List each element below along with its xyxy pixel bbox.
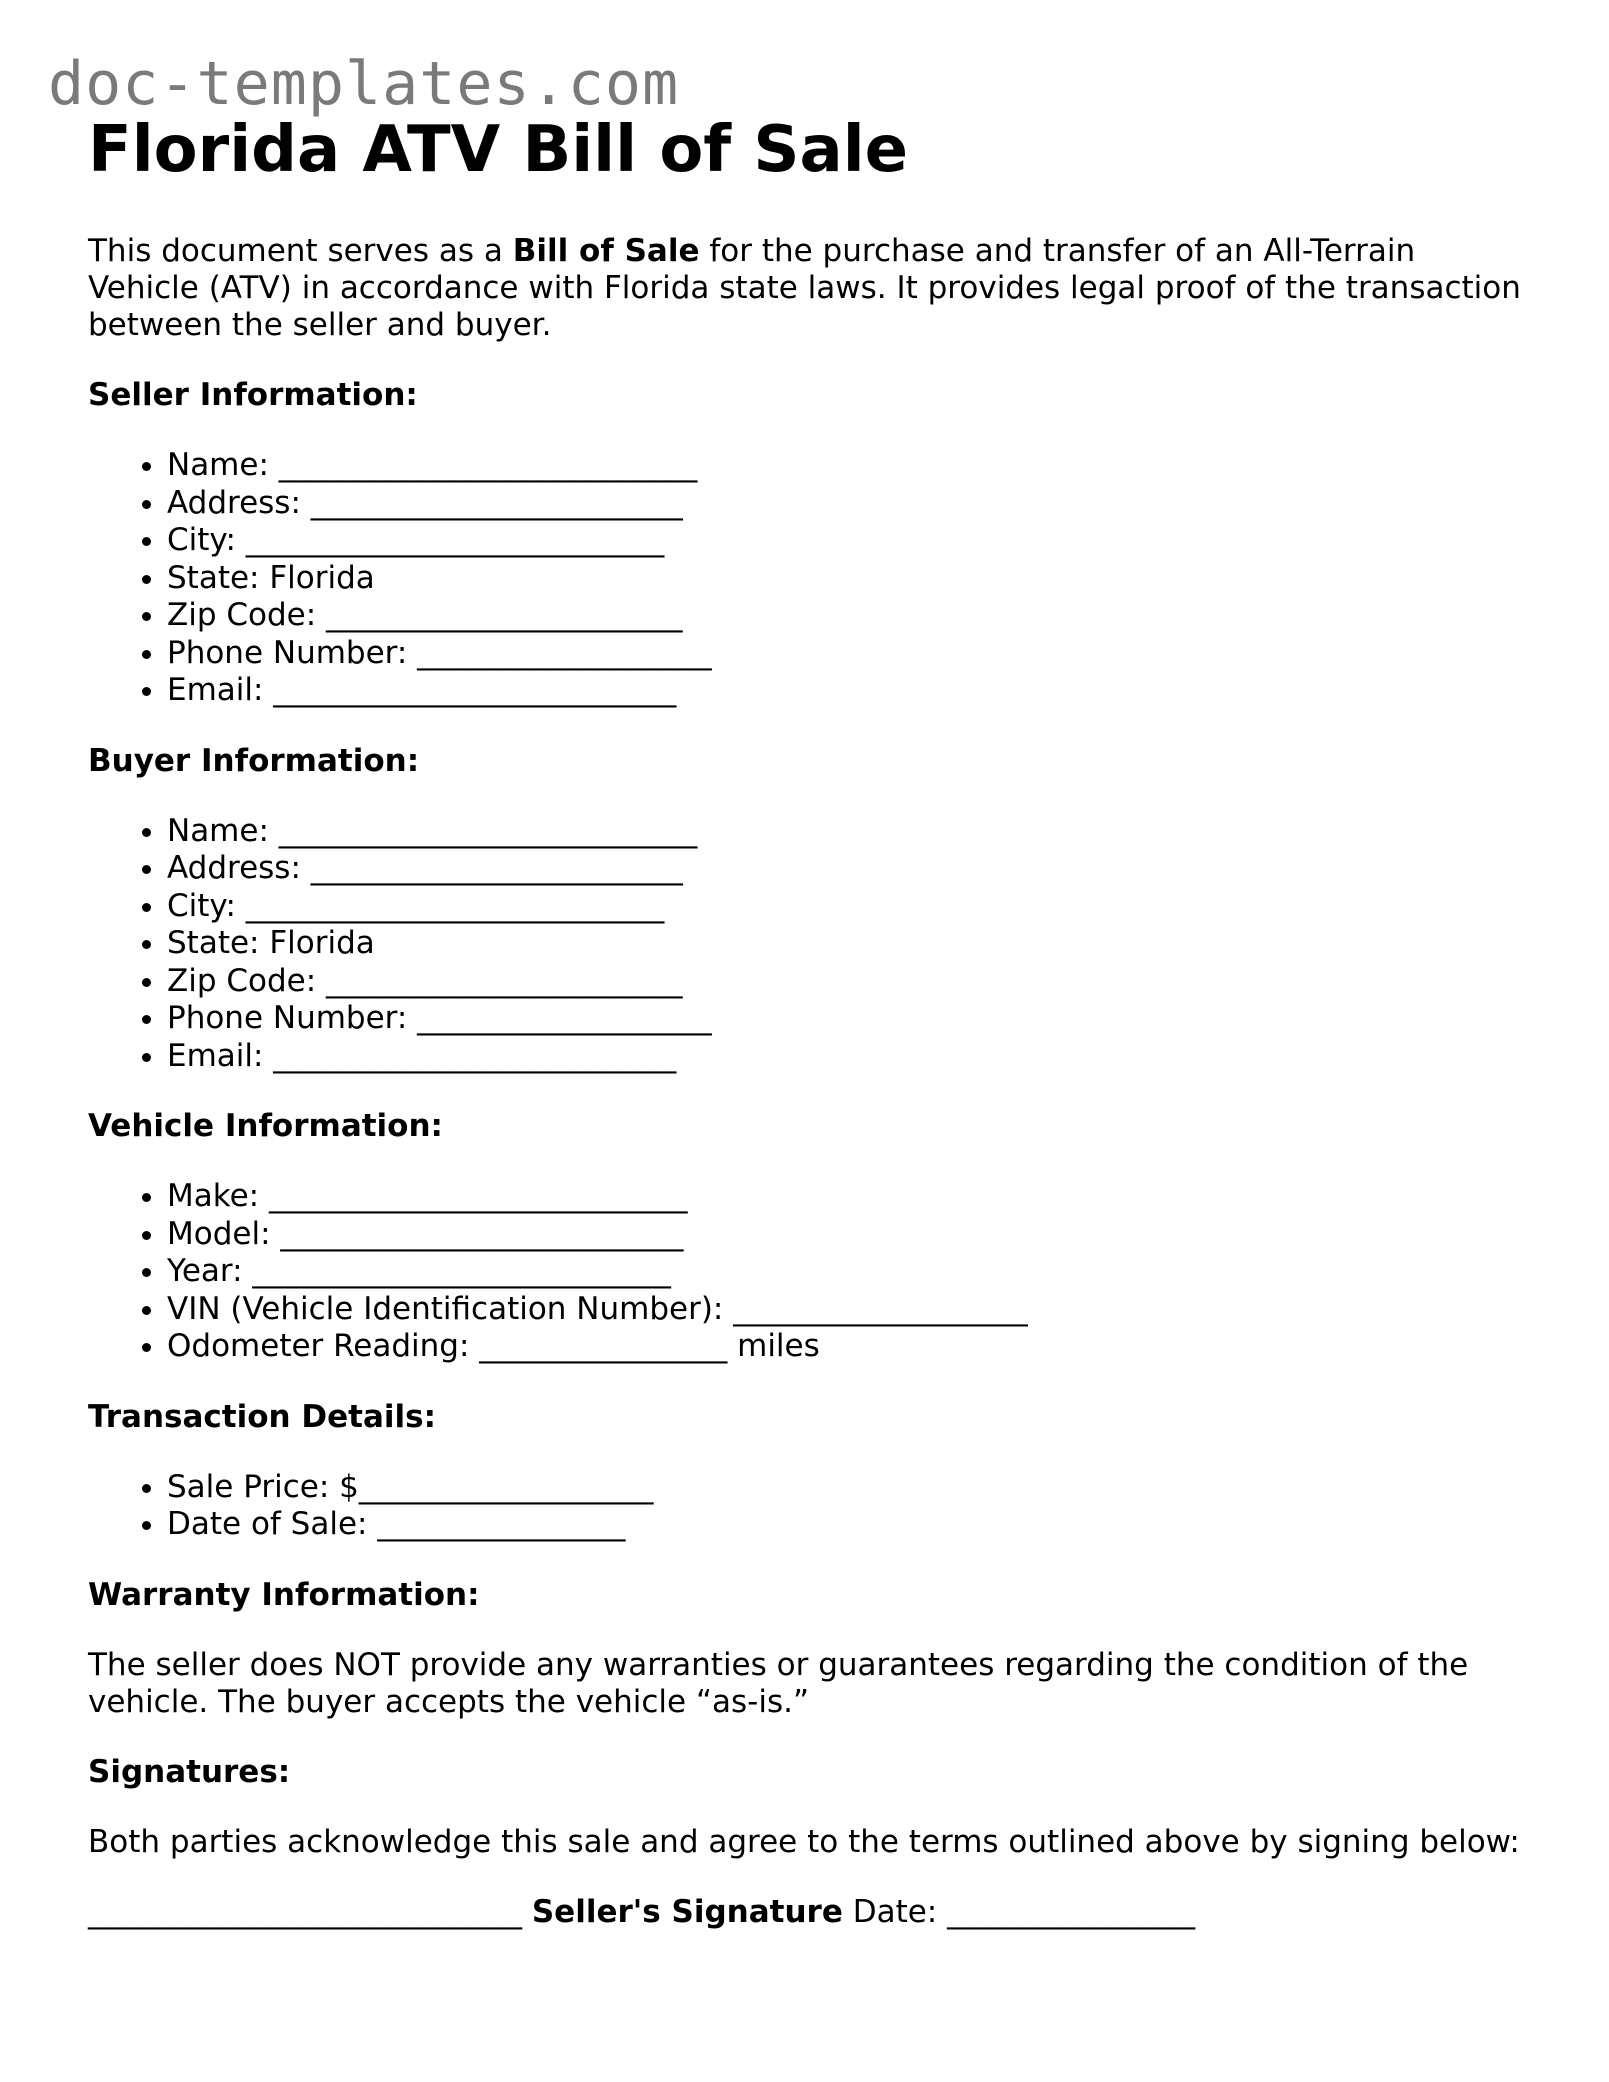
seller-name: • Name: ___________________________ xyxy=(167,447,1528,485)
intro-text-before: This document serves as a xyxy=(88,233,513,269)
document-body xyxy=(88,110,1528,1931)
transaction-heading: Transaction Details: xyxy=(88,1398,436,1435)
seller-address: • Address: ________________________ xyxy=(167,485,1528,523)
signature-blank: ____________________________ xyxy=(88,1893,522,1930)
signatures-heading: Signatures: xyxy=(88,1753,291,1790)
signature-date: Date: ________________ xyxy=(852,1893,1196,1930)
buyer-heading: Buyer Information: xyxy=(88,742,420,779)
vehicle-vin: • VIN (Vehicle Identification Number): ___________________ xyxy=(167,1291,1528,1329)
buyer-zip: • Zip Code: _______________________ xyxy=(167,963,1528,1001)
buyer-list xyxy=(88,813,1528,1076)
intro-bold-term: Bill of Sale xyxy=(512,233,700,269)
seller-signature-line xyxy=(88,1894,1528,1931)
warranty-text: The seller does NOT provide any warranties or guarantees regarding the condition of the vehicle. The buyer accepts the vehicle “as-is.” xyxy=(88,1646,1469,1720)
signatures-text: Both parties acknowledge this sale and agree to the terms outlined above by signing below: xyxy=(88,1823,1520,1860)
seller-email: • Email: __________________________ xyxy=(167,672,1528,710)
buyer-state: • State: Florida xyxy=(167,925,1528,963)
seller-heading: Seller Information: xyxy=(88,377,418,413)
vehicle-model: • Model: __________________________ xyxy=(167,1216,1528,1254)
buyer-email: • Email: __________________________ xyxy=(167,1038,1528,1076)
sale-date: • Date of Sale: ________________ xyxy=(167,1506,1528,1544)
buyer-phone: • Phone Number: ___________________ xyxy=(167,1000,1528,1038)
watermark: doc-templates.com xyxy=(48,49,680,119)
seller-zip: • Zip Code: _______________________ xyxy=(167,597,1528,635)
vehicle-year: • Year: ___________________________ xyxy=(167,1253,1528,1291)
seller-state: • State: Florida xyxy=(167,560,1528,598)
seller-city: • City: ___________________________ xyxy=(167,522,1528,560)
vehicle-make: • Make: ___________________________ xyxy=(167,1178,1528,1216)
transaction-list xyxy=(88,1469,1528,1544)
document-title: Florida ATV Bill of Sale xyxy=(88,113,909,187)
buyer-city: • City: ___________________________ xyxy=(167,888,1528,926)
buyer-name: • Name: ___________________________ xyxy=(167,813,1528,851)
vehicle-heading: Vehicle Information: xyxy=(88,1108,443,1144)
seller-list xyxy=(88,447,1528,710)
sale-price: • Sale Price: $___________________ xyxy=(167,1469,1528,1507)
warranty-heading: Warranty Information: xyxy=(88,1576,480,1613)
intro-text-after: for the purchase and transfer of an All-Terrain Vehicle (ATV) in accordance with Florida state laws. It provides legal proof of the transaction between the seller and buyer. xyxy=(88,233,1521,343)
seller-signature-label: Seller's Signature xyxy=(531,1893,843,1930)
seller-phone: • Phone Number: ___________________ xyxy=(167,635,1528,673)
buyer-address: • Address: ________________________ xyxy=(167,850,1528,888)
vehicle-odometer: • Odometer Reading: ________________ miles xyxy=(167,1328,1528,1366)
vehicle-list xyxy=(88,1178,1528,1366)
intro-paragraph xyxy=(88,233,1528,344)
